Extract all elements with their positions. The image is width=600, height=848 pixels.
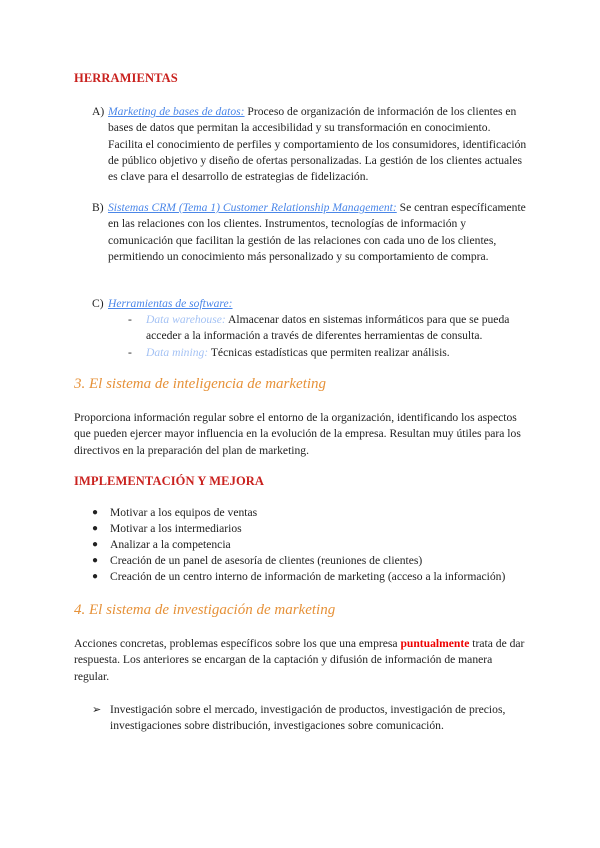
list-marker: C) — [92, 297, 104, 310]
bullet-marker: ● — [92, 507, 99, 518]
bullet-item — [92, 553, 532, 569]
bullet-text: Motivar a los equipos de ventas — [110, 506, 258, 519]
term-link[interactable]: Herramientas de software: — [108, 297, 233, 310]
item-text: Almacenar datos en sistemas informáticos para que se pueda acceder a la información a través de diferentes herramientas de consulta. — [146, 313, 510, 343]
bullet-marker: ● — [92, 571, 99, 582]
section-3-paragraph: Proporciona información regular sobre el entorno de la organización, identificando los aspectos que pueden ejercer mayor influencia en la evolución de la empresa. Resultan muy útiles para los directivos en la preparación del plan de marketing. — [74, 411, 521, 457]
list-item-c — [92, 296, 527, 312]
term-link[interactable]: Marketing de bases de datos: — [108, 105, 245, 118]
bullet-text: Motivar a los intermediarios — [110, 522, 242, 535]
bullet-item — [92, 521, 532, 537]
arrow-item — [92, 702, 532, 735]
term: Data warehouse: — [146, 313, 226, 326]
bullet-item — [92, 505, 532, 521]
sub-item-data-mining — [128, 345, 528, 361]
bullet-marker: ● — [92, 539, 99, 550]
paragraph-text: trata de dar respuesta. Los anteriores se encargan de la captación y difusión de información de manera regular. — [74, 637, 525, 683]
sub-item-data-warehouse — [128, 312, 528, 345]
list-marker: A) — [92, 105, 105, 118]
list-item-a — [92, 104, 527, 185]
bullet-text: Creación de un centro interno de información de marketing (acceso a la información) — [110, 570, 506, 583]
list-marker: B) — [92, 201, 104, 214]
heading-herramientas: HERRAMIENTAS — [74, 71, 178, 85]
heading-implementacion: IMPLEMENTACIÓN Y MEJORA — [74, 474, 265, 488]
term-link[interactable]: Sistemas CRM (Tema 1) Customer Relationship Management: — [108, 201, 397, 214]
paragraph-text: Acciones concretas, problemas específicos sobre los que una empresa — [74, 637, 401, 650]
bullet-text: Analizar a la competencia — [110, 538, 231, 551]
term: Data mining: — [146, 346, 209, 359]
dash-marker: - — [128, 346, 132, 359]
list-item-b — [92, 200, 527, 265]
arrow-item-text: Investigación sobre el mercado, investigación de productos, investigación de precios, investigaciones sobre distribución, investigaciones sobre comunicación. — [110, 703, 506, 733]
section-3-title: 3. El sistema de inteligencia de marketing — [74, 376, 327, 392]
bullet-text: Creación de un panel de asesoría de clientes (reuniones de clientes) — [110, 554, 423, 567]
arrow-marker: ➢ — [92, 704, 102, 716]
bullet-item — [92, 569, 532, 585]
bullet-item — [92, 537, 532, 553]
section-4-paragraph — [74, 636, 526, 685]
emphasis-word: puntualmente — [400, 637, 470, 650]
bullet-marker: ● — [92, 555, 99, 566]
item-text: Se centran específicamente en las relaciones con los clientes. Instrumentos, tecnologías de información y comunicación que facilitan la gestión de las relaciones con cada uno de los clientes, permitiendo un conocimiento más personalizado y su comportamiento de compra. — [108, 201, 526, 263]
bullet-marker: ● — [92, 523, 99, 534]
dash-marker: - — [128, 313, 132, 326]
item-text: Proceso de organización de información de los clientes en bases de datos que permitan la accesibilidad y su transformación en conocimiento. Facilita el conocimiento de perfiles y comportamiento de los consumidores, identificación de público objetivo y diseño de ofertas personalizadas. La gestión de los clientes actuales es clave para el desarrollo de estrategias de fidelización. — [108, 105, 527, 184]
section-4-title: 4. El sistema de investigación de marketing — [74, 602, 336, 618]
item-text: Técnicas estadísticas que permiten realizar análisis. — [208, 346, 450, 359]
